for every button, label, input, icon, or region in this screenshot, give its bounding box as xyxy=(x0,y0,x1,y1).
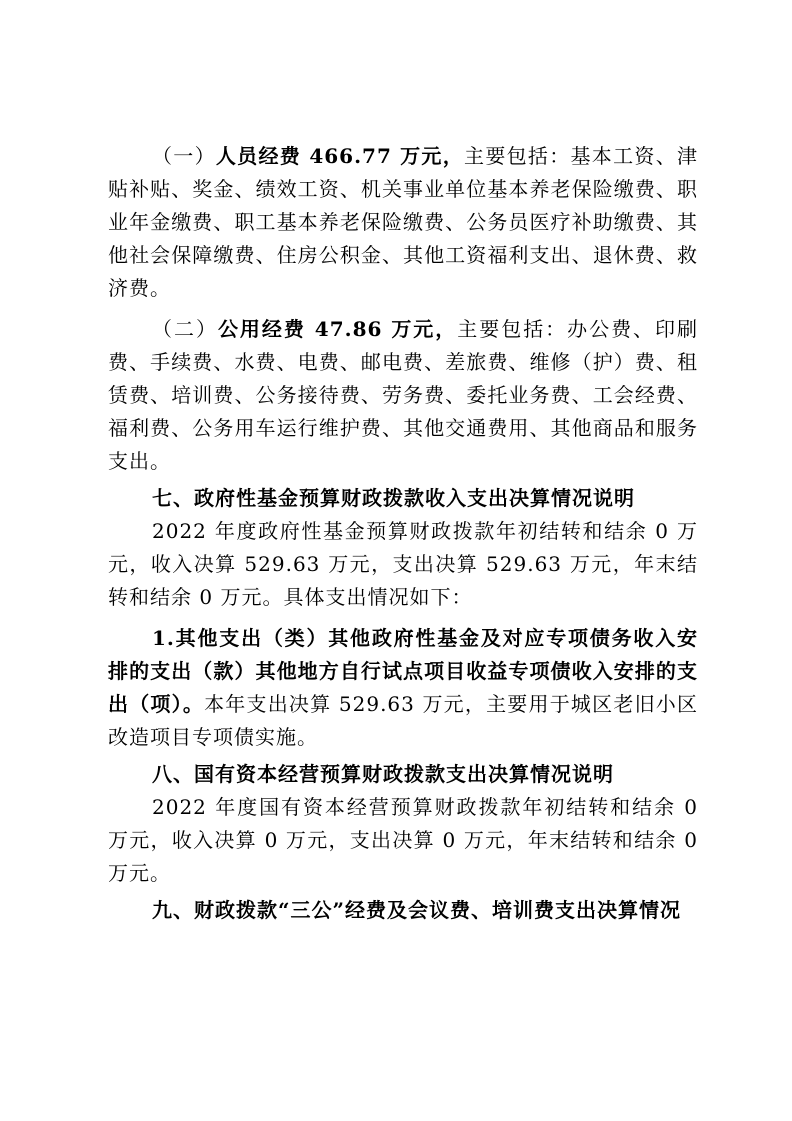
public-expenses-detail: 主要包括：办公费、印刷费、手续费、水费、电费、邮电费、差旅费、维修（护）费、租赁费、培训费、公务接待费、劳务费、委托业务费、工会经费、福利费、公务用车运行维护费、其他交通费用、其他商品和服务支出。 xyxy=(108,317,699,473)
paragraph-lead: （一） xyxy=(152,144,216,168)
section-7-heading: 七、政府性基金预算财政拨款收入支出决算情况说明 xyxy=(152,486,635,510)
paragraph-public-expenses xyxy=(108,313,698,478)
section-7-item-1-title: 1.其他支出（类）其他政府性基金及对应专项债务收入安排的支出（款）其他地方自行试点项目收益专项债收入安排的支出（项）。 xyxy=(108,626,698,716)
section-7-item-1 xyxy=(108,622,698,754)
section-8-body: 2022 年度国有资本经营预算财政拨款年初结转和结余 0 万元，收入决算 0 万元，支出决算 0 万元，年末结转和结余 0 万元。 xyxy=(108,795,698,885)
paragraph-personnel-expenses xyxy=(108,140,698,305)
personnel-expenses-amount: 人员经费 466.77 万元， xyxy=(215,144,465,168)
section-8-heading: 八、国有资本经营预算财政拨款支出决算情况说明 xyxy=(152,762,614,786)
public-expenses-amount: 公用经费 47.86 万元， xyxy=(217,317,458,341)
document-page xyxy=(108,140,698,927)
section-7-item-1-detail: 本年支出决算 529.63 万元，主要用于城区老旧小区改造项目专项债实施。 xyxy=(108,692,698,749)
paragraph-lead: （二） xyxy=(152,317,218,341)
section-9-heading: 九、财政拨款“三公”经费及会议费、培训费支出决算情况 xyxy=(152,898,682,922)
personnel-expenses-detail: 主要包括：基本工资、津贴补贴、奖金、绩效工资、机关事业单位基本养老保险缴费、职业年金缴费、职工基本养老保险缴费、公务员医疗补助缴费、其他社会保障缴费、住房公积金、其他工资福利支出、退休费、救济费。 xyxy=(108,144,698,300)
section-7-body: 2022 年度政府性基金预算财政拨款年初结转和结余 0 万元，收入决算 529.63 万元，支出决算 529.63 万元，年末结转和结余 0 万元。具体支出情况如下： xyxy=(108,519,698,609)
